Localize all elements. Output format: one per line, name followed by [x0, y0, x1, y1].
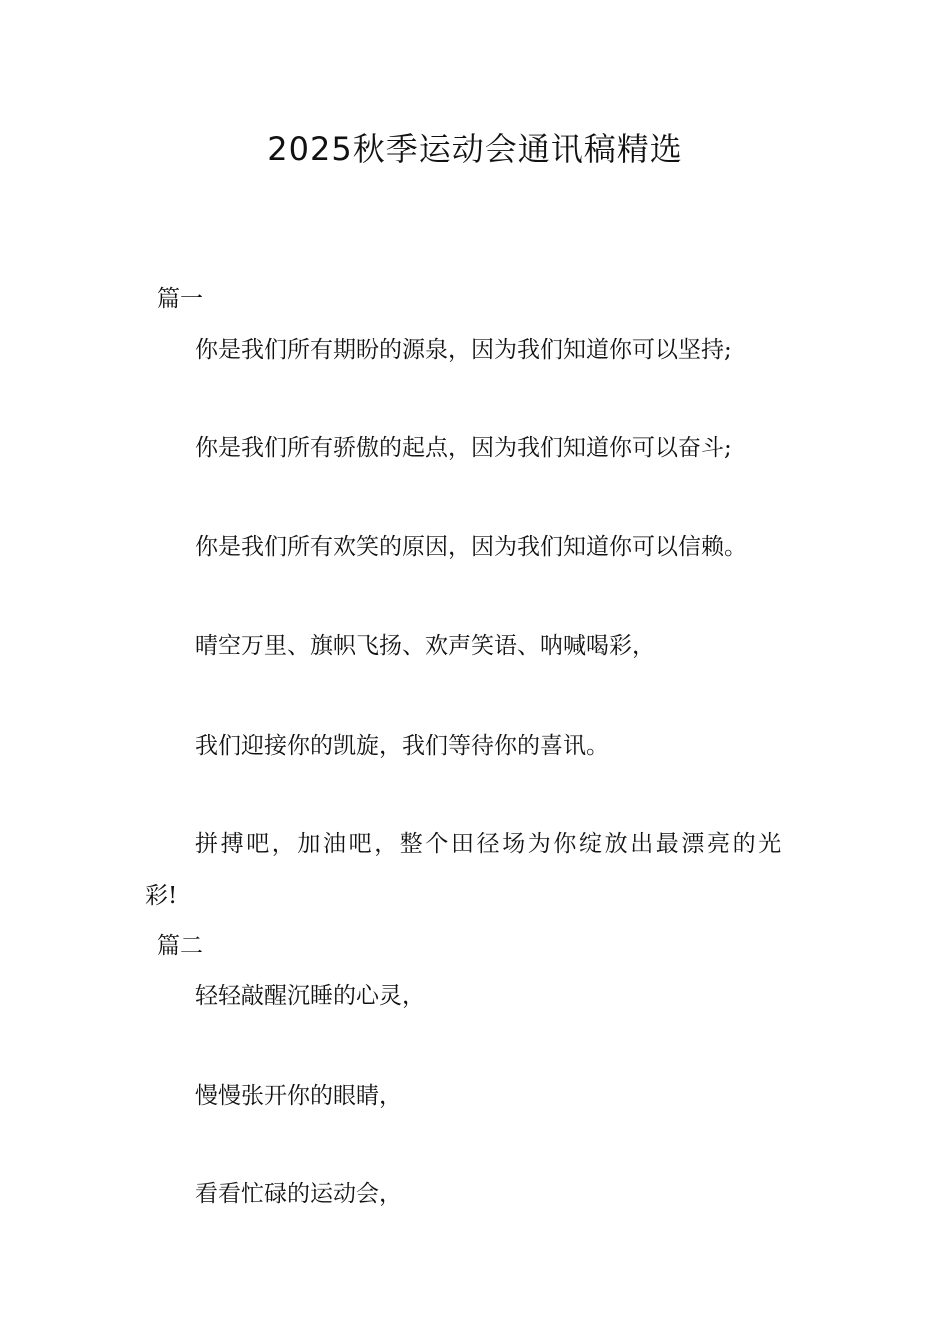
section-heading-2: 篇二 — [157, 933, 203, 959]
paragraph: 慢慢张开你的眼睛， — [195, 1083, 402, 1109]
paragraph: 轻轻敲醒沉睡的心灵， — [195, 983, 425, 1009]
document-title: 2025秋季运动会通讯稿精选 — [267, 130, 683, 168]
paragraph-continuation: 彩! — [145, 883, 178, 909]
paragraph: 你是我们所有期盼的源泉，因为我们知道你可以坚持; — [195, 337, 732, 363]
section-heading-1: 篇一 — [157, 286, 203, 312]
paragraph-line: 拼搏吧，加油吧，整个田径场为你绽放出最漂亮的光 — [195, 831, 784, 857]
paragraph: 你是我们所有骄傲的起点，因为我们知道你可以奋斗; — [195, 435, 732, 461]
paragraph: 晴空万里、旗帜飞扬、欢声笑语、呐喊喝彩， — [195, 633, 655, 659]
paragraph: 看看忙碌的运动会， — [195, 1181, 402, 1207]
paragraph: 我们迎接你的凯旋，我们等待你的喜讯。 — [195, 733, 609, 759]
paragraph: 你是我们所有欢笑的原因，因为我们知道你可以信赖。 — [195, 534, 747, 560]
